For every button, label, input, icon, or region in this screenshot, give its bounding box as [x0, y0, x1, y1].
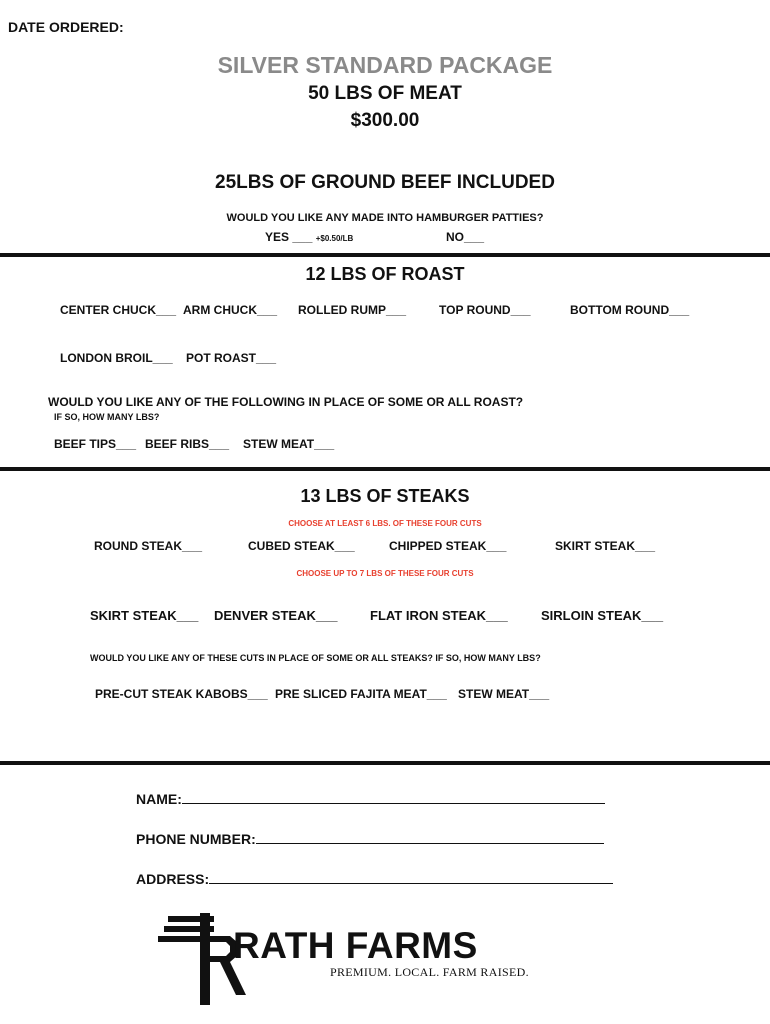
patties-yes-option[interactable]: [265, 230, 353, 244]
address-field[interactable]: [136, 871, 613, 887]
steak-option-flat-iron-steak[interactable]: FLAT IRON STEAK___: [370, 608, 508, 623]
patties-yes-price: +$0.50/LB: [315, 234, 354, 243]
steaks-heading: 13 LBS OF STEAKS: [300, 486, 470, 506]
address-input-line[interactable]: [209, 883, 613, 884]
phone-label: PHONE NUMBER:: [136, 831, 256, 847]
section-divider: [0, 761, 770, 765]
steaks-note-min: CHOOSE AT LEAST 6 LBS. OF THESE FOUR CUTS: [288, 519, 482, 528]
name-field[interactable]: [136, 791, 605, 807]
phone-input-line[interactable]: [256, 843, 604, 844]
address-label: ADDRESS:: [136, 871, 210, 887]
steak-alt-stew-meat[interactable]: STEW MEAT___: [458, 687, 550, 701]
name-label: NAME:: [136, 791, 182, 807]
section-divider: [0, 253, 770, 257]
patties-question: WOULD YOU LIKE ANY MADE INTO HAMBURGER PATTIES?: [226, 212, 544, 224]
patties-yes-label: YES ___: [265, 230, 313, 244]
ground-beef-heading: 25LBS OF GROUND BEEF INCLUDED: [215, 172, 555, 193]
roast-alt-stew-meat[interactable]: STEW MEAT___: [243, 437, 335, 451]
steak-option-skirt-steak-2[interactable]: SKIRT STEAK___: [90, 608, 199, 623]
logo-wordmark: RATH FARMS: [233, 925, 478, 966]
name-input-line[interactable]: [182, 803, 605, 804]
package-price: $300.00: [350, 110, 420, 131]
roast-option-pot-roast[interactable]: POT ROAST___: [186, 351, 277, 365]
section-divider: [0, 467, 770, 471]
roast-option-top-round[interactable]: TOP ROUND___: [439, 303, 531, 317]
roast-option-bottom-round[interactable]: BOTTOM ROUND___: [570, 303, 690, 317]
roast-option-rolled-rump[interactable]: ROLLED RUMP___: [298, 303, 407, 317]
rath-farms-logo: [158, 913, 598, 1008]
steak-option-denver-steak[interactable]: DENVER STEAK___: [214, 608, 338, 623]
roast-substitute-subquestion: IF SO, HOW MANY LBS?: [54, 412, 160, 422]
patties-no-option[interactable]: NO___: [446, 230, 485, 244]
roast-substitute-question: WOULD YOU LIKE ANY OF THE FOLLOWING IN PLACE OF SOME OR ALL ROAST?: [48, 395, 524, 409]
phone-field[interactable]: [136, 831, 604, 847]
roast-alt-beef-tips[interactable]: BEEF TIPS___: [54, 437, 137, 451]
steak-option-round-steak[interactable]: ROUND STEAK___: [94, 539, 203, 553]
date-ordered-label: DATE ORDERED:: [8, 19, 124, 35]
steak-option-chipped-steak[interactable]: CHIPPED STEAK___: [389, 539, 507, 553]
steak-alt-fajita-meat[interactable]: PRE SLICED FAJITA MEAT___: [275, 687, 447, 701]
roast-option-arm-chuck[interactable]: ARM CHUCK___: [183, 303, 278, 317]
logo-tagline: PREMIUM. LOCAL. FARM RAISED.: [330, 965, 529, 979]
steaks-note-max: CHOOSE UP TO 7 LBS OF THESE FOUR CUTS: [296, 569, 474, 578]
steak-alt-kabobs[interactable]: PRE-CUT STEAK KABOBS___: [95, 687, 268, 701]
steaks-substitute-question: WOULD YOU LIKE ANY OF THESE CUTS IN PLACE OF SOME OR ALL STEAKS? IF SO, HOW MANY LBS?: [90, 653, 541, 663]
roast-heading: 12 LBS OF ROAST: [305, 264, 465, 284]
steak-option-cubed-steak[interactable]: CUBED STEAK___: [248, 539, 355, 553]
roast-option-center-chuck[interactable]: CENTER CHUCK___: [60, 303, 177, 317]
steak-option-skirt-steak[interactable]: SKIRT STEAK___: [555, 539, 656, 553]
package-title: SILVER STANDARD PACKAGE: [217, 52, 553, 78]
roast-option-london-broil[interactable]: LONDON BROIL___: [60, 351, 173, 365]
roast-alt-beef-ribs[interactable]: BEEF RIBS___: [145, 437, 230, 451]
package-weight: 50 LBS OF MEAT: [308, 83, 462, 104]
steak-option-sirloin-steak[interactable]: SIRLOIN STEAK___: [541, 608, 664, 623]
